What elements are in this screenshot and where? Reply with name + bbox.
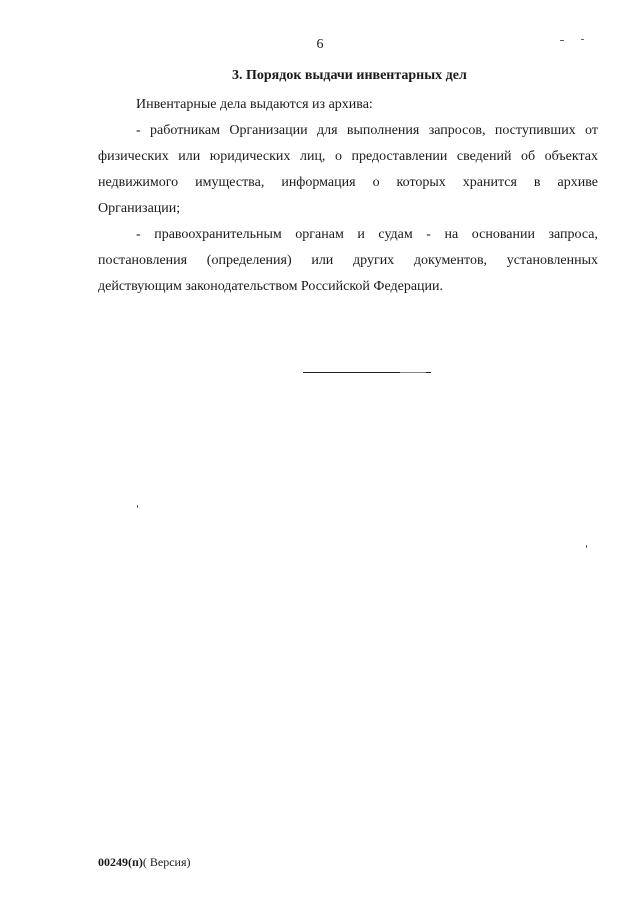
paragraph-line: Организации; bbox=[98, 201, 181, 216]
paragraph-line: физических или юридических лиц, о предоставлении сведений об объектах bbox=[98, 149, 598, 164]
scan-speck bbox=[560, 40, 564, 41]
paragraph-line: постановления (определения) или других документов, установленных bbox=[98, 253, 598, 268]
paragraph-line: - правоохранительным органам и судам - на основании запроса, bbox=[136, 227, 598, 242]
paragraph-employees bbox=[98, 118, 598, 222]
scan-speck bbox=[137, 505, 138, 508]
scan-speck bbox=[400, 372, 426, 373]
paragraph-line: недвижимого имущества, информация о которых хранится в архиве bbox=[98, 175, 598, 190]
paragraph-line: действующим законодательством Российской Федерации. bbox=[98, 279, 444, 294]
document-code-version: ( Версия) bbox=[142, 855, 191, 869]
intro-paragraph bbox=[98, 92, 598, 118]
paragraph-line: - работникам Организации для выполнения запросов, поступивших от bbox=[136, 123, 598, 138]
document-code-number: 00249(п) bbox=[98, 855, 143, 869]
scan-speck bbox=[586, 545, 587, 548]
paragraph-courts bbox=[98, 222, 598, 300]
scan-speck bbox=[581, 39, 584, 40]
page-number: 6 bbox=[316, 37, 324, 52]
document-code bbox=[98, 855, 191, 870]
section-heading: 3. Порядок выдачи инвентарных дел bbox=[232, 68, 467, 83]
intro-text: Инвентарные дела выдаются из архива: bbox=[136, 97, 373, 112]
